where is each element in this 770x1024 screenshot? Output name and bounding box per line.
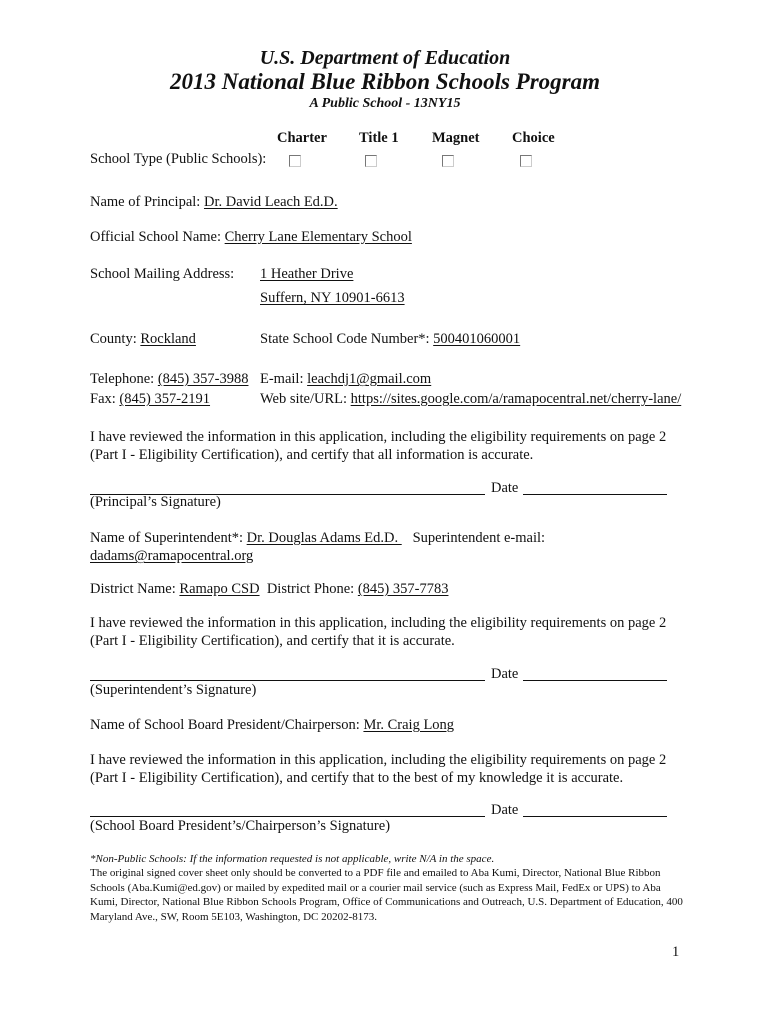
superintendent-certification-text: I have reviewed the information in this application, including the eligibility requirements on page 2 (Part I - Eligibility Certification), and certify that it is accurate. (90, 615, 667, 649)
principal-value: Dr. David Leach Ed.D. (203, 194, 338, 210)
district-phone-value: (845) 357-7783 (357, 581, 449, 597)
board-president-value: Mr. Craig Long (363, 717, 455, 733)
board-date-label: Date (491, 802, 519, 818)
county-label: County: (90, 331, 137, 347)
board-president-field (90, 717, 454, 734)
county-value: Rockland (140, 331, 196, 347)
official-name-field (90, 229, 412, 246)
mailing-address-line2: Suffern, NY 10901-6613 (260, 290, 405, 306)
principal-label: Name of Principal: (90, 194, 201, 210)
email-value: leachdj1@gmail.com (307, 371, 432, 387)
principal-certification-text: I have reviewed the information in this application, including the eligibility requirements on page 2 (Part I - Eligibility Certification), and certify that all information is accurate. (90, 429, 667, 463)
official-name-label: Official School Name: (90, 229, 222, 245)
nonpublic-note: *Non-Public Schools: If the information requested is not applicable, write N/A in the space. (90, 853, 495, 865)
superintendent-email-value: dadams@ramapocentral.org (90, 548, 254, 564)
principal-signature-caption: (Principal’s Signature) (90, 494, 221, 510)
title1-checkbox[interactable] (365, 155, 377, 167)
submission-instructions: The original signed cover sheet only should be converted to a PDF file and emailed to Aba Kumi, Director, National Blue Ribbon Schools (Aba.Kumi@ed.gov) or mailed by expedited mail or a courier mail service (such as Express Mail, FedEx or UPS) to Aba Kumi, Director, National Blue Ribbon Schools Program, Office of Communications and Outreach, U.S. Department of Education, 400 Maryland Ave., SW, Room 5E103, Washington, DC 20202-8173. (90, 867, 683, 923)
superintendent-email-label: Superintendent e-mail: (412, 530, 546, 546)
website-link[interactable]: https://sites.google.com/a/ramapocentral.net/cherry-lane/ (350, 391, 682, 407)
charter-column-label: Charter (277, 130, 327, 146)
board-certification-text: I have reviewed the information in this application, including the eligibility requirements on page 2 (Part I - Eligibility Certification), and certify that to the best of my knowledge it is accurate. (90, 752, 667, 786)
school-type-label: School Type (Public Schools): (90, 151, 267, 167)
fax-value: (845) 357-2191 (119, 391, 211, 407)
title1-column-label: Title 1 (359, 130, 399, 146)
magnet-column-label: Magnet (432, 130, 480, 146)
school-subtitle: A Public School - 13NY15 (309, 96, 461, 111)
telephone-field (90, 371, 248, 388)
website-label: Web site/URL: (260, 391, 348, 407)
telephone-value: (845) 357-3988 (157, 371, 249, 387)
magnet-checkbox[interactable] (442, 155, 454, 167)
board-date-line (523, 816, 667, 817)
county-field (90, 331, 196, 348)
choice-checkbox[interactable] (520, 155, 532, 167)
email-label: E-mail: (260, 371, 304, 387)
principal-field (90, 194, 338, 211)
choice-column-label: Choice (512, 130, 555, 146)
mailing-address-line1: 1 Heather Drive (260, 266, 354, 282)
fax-field (90, 391, 210, 408)
program-title: 2013 National Blue Ribbon Schools Program (169, 69, 601, 94)
fax-label: Fax: (90, 391, 116, 407)
page-number: 1 (672, 944, 680, 960)
website-field (260, 391, 681, 408)
principal-date-label: Date (491, 480, 519, 496)
board-signature-caption: (School Board President’s/Chairperson’s Signature) (90, 818, 391, 834)
superintendent-signature-caption: (Superintendent’s Signature) (90, 682, 257, 698)
superintendent-field (90, 529, 686, 565)
footnote (90, 852, 686, 924)
email-field (260, 371, 431, 388)
district-label: District Name: (90, 581, 176, 597)
charter-checkbox[interactable] (289, 155, 301, 167)
telephone-label: Telephone: (90, 371, 155, 387)
board-president-label: Name of School Board President/Chairperson: (90, 717, 360, 733)
state-code-label: State School Code Number*: (260, 331, 430, 347)
superintendent-signature-line (90, 680, 485, 681)
superintendent-date-line (523, 680, 667, 681)
superintendent-value: Dr. Douglas Adams Ed.D. (246, 530, 402, 546)
principal-date-line (523, 494, 667, 495)
department-title: U.S. Department of Education (259, 47, 511, 69)
district-field (90, 581, 448, 598)
district-phone-label: District Phone: (266, 581, 355, 597)
mailing-address-label: School Mailing Address: (90, 266, 235, 282)
superintendent-date-label: Date (491, 666, 519, 682)
state-code-value: 500401060001 (433, 331, 521, 347)
official-name-value: Cherry Lane Elementary School (224, 229, 412, 245)
state-code-field (260, 331, 520, 348)
board-signature-line (90, 816, 485, 817)
district-value: Ramapo CSD (179, 581, 260, 597)
superintendent-label: Name of Superintendent*: (90, 530, 244, 546)
